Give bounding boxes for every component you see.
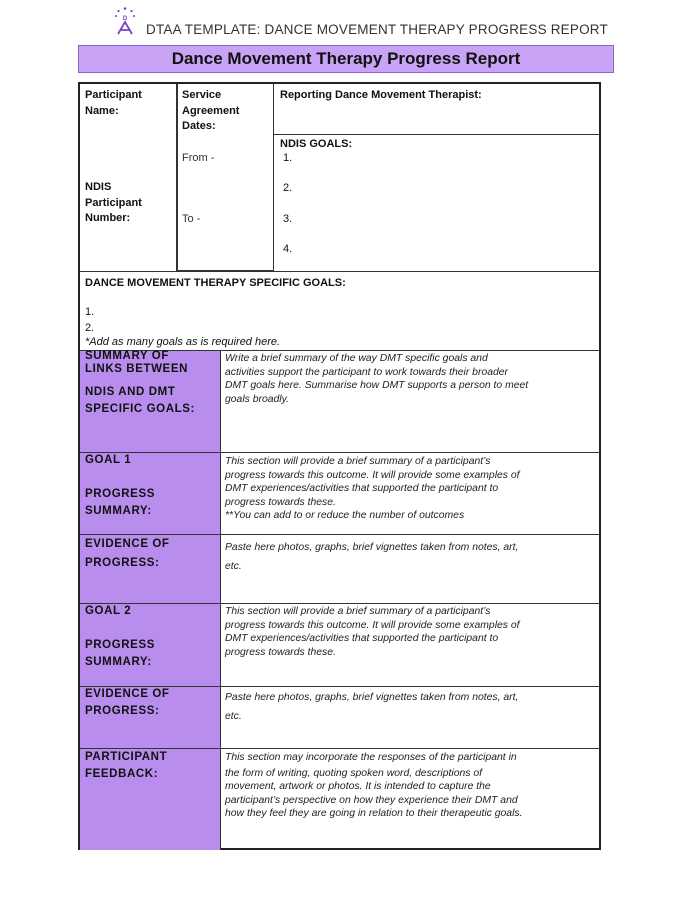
divider [80, 271, 601, 272]
ndis-goal-2: 2. [283, 182, 293, 194]
service-dates-label: Service Agreement Dates: [182, 89, 240, 132]
dmt-goal-1: 1. [85, 306, 95, 318]
goal-1-text: This section will provide a brief summary of a participant’s progress towards this outcome. It will provide some examples of DMT experiences/activities that supported the participant to progress towards these. **You can add to or reduce the number of outcomes [225, 456, 520, 521]
evidence-1-text: Paste here photos, graphs, brief vignettes taken from notes, art, etc. [225, 542, 519, 572]
page-title: Dance Movement Therapy Progress Report [171, 49, 521, 68]
to-field: To - [182, 213, 201, 225]
goal-1-label: GOAL 1 [85, 454, 132, 466]
divider [80, 603, 601, 604]
divider [80, 452, 601, 453]
ndis-goal-1: 1. [283, 152, 293, 164]
ndis-goal-3: 3. [283, 213, 293, 225]
dmt-goal-2: 2. [85, 322, 95, 334]
summary-links-label-cont: NDIS AND DMT SPECIFIC GOALS: [85, 386, 195, 415]
goal-2-label: GOAL 2 [85, 605, 132, 617]
ndis-number-label: NDIS Participant Number: [85, 181, 142, 224]
ndis-goal-4: 4. [283, 243, 293, 255]
evidence-1-label: EVIDENCE OF PROGRESS: [85, 538, 170, 569]
title-banner [78, 45, 614, 73]
divider [273, 84, 274, 271]
goal-2-progress-label: PROGRESS SUMMARY: [85, 639, 155, 668]
therapist-label: Reporting Dance Movement Therapist: [280, 89, 482, 101]
document-header [112, 6, 612, 40]
ndis-goals-label: NDIS GOALS: [280, 138, 353, 150]
template-label: DTAA TEMPLATE: DANCE MOVEMENT THERAPY PROGRESS REPORT [146, 22, 608, 37]
evidence-2-label: EVIDENCE OF PROGRESS: [85, 688, 170, 717]
summary-links-text: Write a brief summary of the way DMT specific goals and activities support the participant to work towards their broader DMT goals here. Summarise how DMT supports a person to meet goals broadly. [225, 353, 529, 405]
goal-2-text: This section will provide a brief summary of a participant’s progress towards this outcome. It will provide some examples of DMT experiences/activities that supported the participant to progress towards these. [225, 606, 520, 658]
dmt-goals-note: *Add as many goals as is required here. [85, 336, 281, 348]
participant-feedback-text: This section may incorporate the responses of the participant in the form of writing, quoting spoken word, descriptions of movement, artwork or photos. It is intended to capture the participant’s perspective on how they experience their DMT and how they feel they are going in relation to their therapeutic goals. [225, 752, 523, 819]
divider [177, 84, 178, 271]
summary-links-label: SUMMARY OF LINKS BETWEEN [85, 350, 188, 375]
svg-text:D: D [122, 16, 128, 22]
from-field: From - [182, 152, 215, 164]
dmt-goals-label: DANCE MOVEMENT THERAPY SPECIFIC GOALS: [85, 277, 346, 289]
divider [274, 134, 601, 135]
goal-1-progress-label: PROGRESS SUMMARY: [85, 488, 155, 517]
divider [220, 350, 221, 850]
report-form [78, 82, 601, 850]
participant-name-label: Participant Name: [85, 89, 142, 117]
evidence-2-text: Paste here photos, graphs, brief vignettes taken from notes, art, etc. [225, 692, 519, 722]
participant-feedback-label: PARTICIPANT FEEDBACK: [85, 751, 168, 780]
dtaa-logo-icon [112, 6, 138, 36]
